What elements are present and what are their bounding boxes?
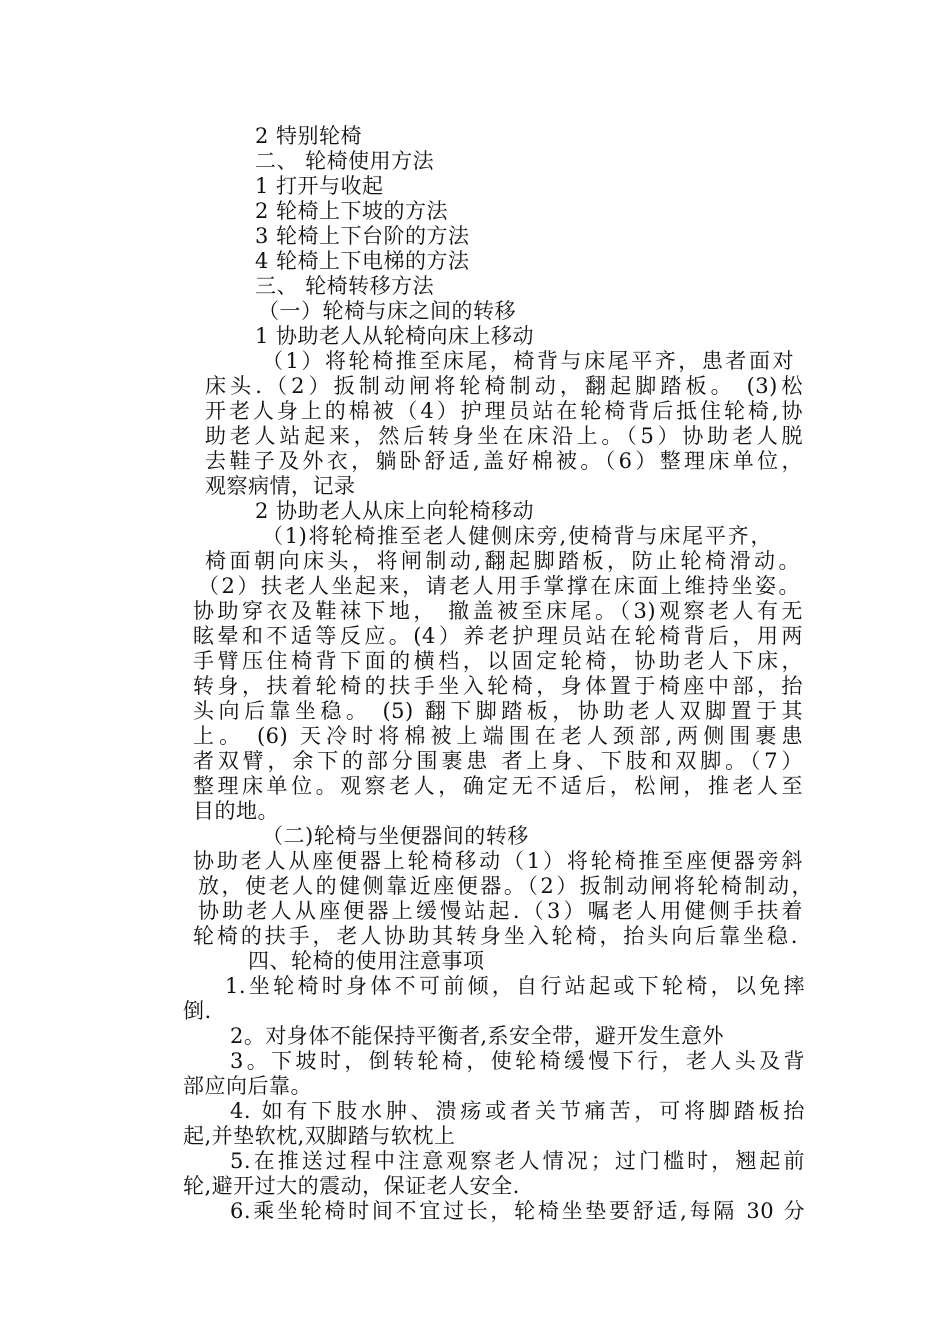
text-line: 协助老人从座便器上缓慢站起.（3）嘱老人用健侧手扶着 [198,899,803,923]
text-line: 1.坐轮椅时身体不可前倾，自行站起或下轮椅，以免摔 [225,974,805,998]
section-heading: 四、轮椅的使用注意事项 [248,949,485,973]
text-line: 头向后靠坐稳。 (5) 翻下脚踏板，协助老人双脚置于其 [193,699,803,723]
text-line: 观察病情，记录 [205,474,356,498]
text-line: 1 协助老人从轮椅向床上移动 [255,324,535,348]
section-heading: 二、 轮椅使用方法 [255,149,435,173]
text-line: 部应向后靠。 [183,1074,312,1098]
text-line: 4 轮椅上下电梯的方法 [255,249,470,273]
text-line: 起,并垫软枕,双脚踏与软枕上 [183,1124,456,1148]
text-line: 床头.（2）扳制动闸将轮椅制动，翻起脚踏板。 (3)松 [205,374,803,398]
text-line: 轮,避开过大的震动，保证老人安全. [183,1174,520,1198]
text-line: 3。下坡时，倒转轮椅，使轮椅缓慢下行，老人头及背 [230,1049,805,1073]
text-line: 开老人身上的棉被（4）护理员站在轮椅背后抵住轮椅,协 [205,399,803,423]
text-line: 2 特别轮椅 [255,124,363,148]
text-line: 1 打开与收起 [255,174,384,198]
text-line: 手臂压住椅背下面的横档，以固定轮椅，协助老人下床， [193,649,803,673]
text-line: 整理床单位。观察老人，确定无不适后，松闸，推老人至 [193,774,803,798]
text-line: 6.乘坐轮椅时间不宜过长，轮椅坐垫要舒适,每隔 30 分 [230,1199,805,1223]
text-line: （1)将轮椅推至老人健侧床旁,使椅背与床尾平齐， [262,524,772,548]
text-line: 3 轮椅上下台阶的方法 [255,224,470,248]
text-line: 助老人站起来，然后转身坐在床沿上。（5）协助老人脱 [205,424,803,448]
subsection-heading: （一）轮椅与床之间的转移 [258,299,516,323]
text-line: （2）扶老人坐起来，请老人用手掌撑在床面上维持坐姿。 [198,574,800,598]
text-line: 2。对身体不能保持平衡者,系安全带，避开发生意外 [230,1024,725,1048]
text-line: 上。 (6) 天冷时将棉被上端围在老人颈部,两侧围裹患 [193,724,803,748]
section-heading: 三、 轮椅转移方法 [255,274,435,298]
text-line: 转身，扶着轮椅的扶手坐入轮椅，身体置于椅座中部，抬 [193,674,803,698]
text-line: 2 轮椅上下坡的方法 [255,199,449,223]
text-line: 5.在推送过程中注意观察老人情况；过门槛时，翘起前 [230,1149,805,1173]
text-line: 协助穿衣及鞋袜下地， 撤盖被至床尾。（3)观察老人有无 [193,599,803,623]
text-line: 4. 如有下肢水肿、溃疡或者关节痛苦，可将脚踏板抬 [230,1099,805,1123]
text-line: 目的地。 [193,799,279,823]
text-line: 2 协助老人从床上向轮椅移动 [255,499,535,523]
text-line: 眩晕和不适等反应。(4）养老护理员站在轮椅背后，用两 [193,624,803,648]
text-line: 放，使老人的健侧靠近座便器。（2）扳制动闸将轮椅制动， [198,874,813,898]
subsection-heading: （二)轮椅与坐便器间的转移 [262,824,529,848]
text-line: 倒. [183,999,212,1023]
text-line: 轮椅的扶手，老人协助其转身坐入轮椅，抬头向后靠坐稳. [193,924,798,948]
text-line: 椅面朝向床头，将闸制动,翻起脚踏板，防止轮椅滑动。 [205,549,800,573]
text-line: （1）将轮椅推至床尾，椅背与床尾平齐，患者面对 [262,349,794,373]
text-line: 协助老人从座便器上轮椅移动（1）将轮椅推至座便器旁斜 [193,849,803,873]
text-line: 者双臂，余下的部分围裹患 者上身、下肢和双脚。（7） [193,749,803,773]
text-line: 去鞋子及外衣，躺卧舒适,盖好棉被。（6）整理床单位， [205,449,803,473]
